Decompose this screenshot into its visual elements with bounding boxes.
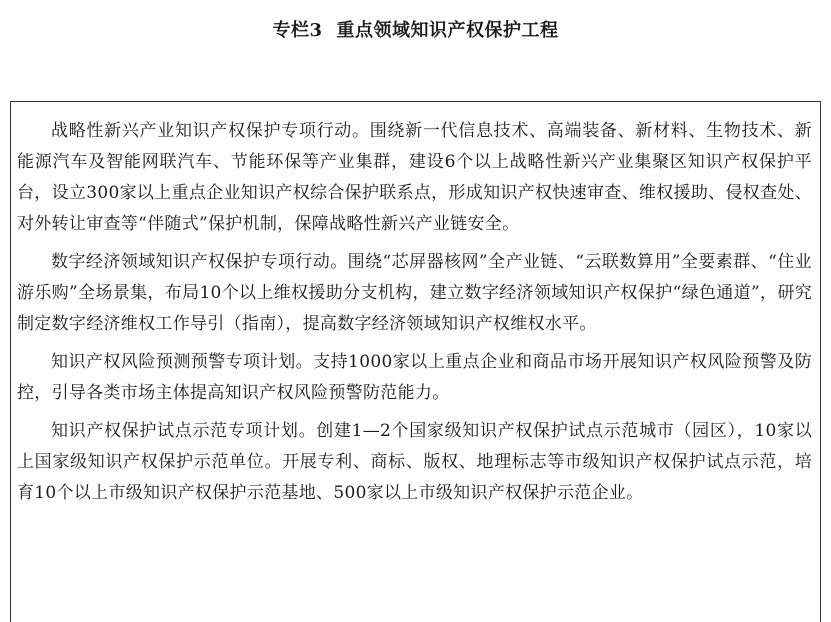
- paragraph-digital-economy: 数字经济领域知识产权保护专项行动。围绕“芯屏器核网”全产业链、“云联数算用”全要素群、“住业游乐购”全场景集，布局10个以上维权援助分支机构，建立数字经济领域知识产权保护“绿色通道”，研究制定数字经济维权工作导引（指南），提高数字经济领域知识产权维权水平。: [17, 252, 812, 334]
- column-heading: 重点领域知识产权保护工程: [336, 20, 559, 41]
- paragraph-strategic-industries: 战略性新兴产业知识产权保护专项行动。围绕新一代信息技术、高端装备、新材料、生物技术、新能源汽车及智能网联汽车、节能环保等产业集群，建设6个以上战略性新兴产业集聚区知识产权保护平台，设立300家以上重点企业知识产权综合保护联系点，形成知识产权快速审查、维权援助、侵权查处、对外转让审查等“伴随式”保护机制，保障战略性新兴产业链安全。: [17, 121, 812, 234]
- paragraph-pilot-demonstration: 知识产权保护试点示范专项计划。创建1—2个国家级知识产权保护试点示范城市（园区），10家以上国家级知识产权保护示范单位。开展专利、商标、版权、地理标志等市级知识产权保护试点示范，培育10个以上市级知识产权保护示范基地、500家以上市级知识产权保护示范企业。: [17, 421, 812, 503]
- paragraph-risk-warning: 知识产权风险预测预警专项计划。支持1000家以上重点企业和商品市场开展知识产权风险预警及防控，引导各类市场主体提高知识产权风险预警防范能力。: [17, 352, 812, 403]
- column-title: [0, 16, 831, 42]
- column-label: 专栏3: [272, 20, 323, 41]
- column-box: [10, 101, 821, 622]
